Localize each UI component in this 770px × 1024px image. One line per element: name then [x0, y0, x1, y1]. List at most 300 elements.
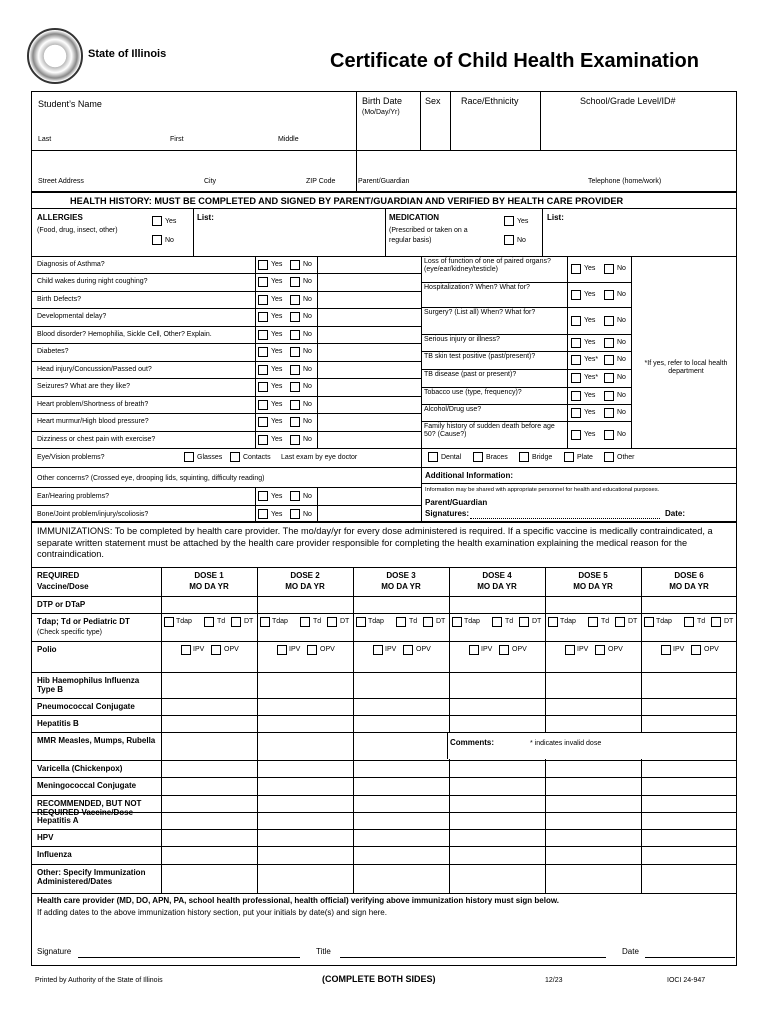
medication-label: MEDICATION [389, 213, 440, 222]
required-label: REQUIRED [37, 571, 80, 580]
history-right-yes-checkbox[interactable] [571, 264, 581, 274]
history-left-no-checkbox[interactable] [290, 400, 300, 410]
history-left-yes-checkbox[interactable] [258, 382, 268, 392]
immun-row-label: Varicella (Chickenpox) [37, 764, 123, 773]
medication-sub1: (Prescribed or taken on a [389, 227, 468, 234]
ear-problems-label: Ear/Hearing problems? [37, 493, 109, 500]
history-yes-label: Yes [271, 348, 283, 356]
history-right-no-checkbox[interactable] [604, 373, 614, 383]
ipv-label: IPV [289, 646, 301, 653]
dt-label: DT [340, 618, 350, 625]
bridge-checkbox[interactable] [519, 452, 529, 462]
history-right-label: Alcohol/Drug use? [424, 406, 482, 413]
row-divider [31, 361, 421, 362]
ipv-checkbox[interactable] [181, 645, 191, 655]
dental-checkbox[interactable] [428, 452, 438, 462]
middle-label: Middle [278, 136, 299, 143]
provider-statement: Health care provider (MD, DO, APN, PA, school health professional, health official) verifying above immunization history must sign below. [37, 896, 560, 905]
ipv-label: IPV [673, 646, 685, 653]
tdap-label: Tdap [368, 618, 384, 625]
allergies-no-checkbox[interactable] [152, 235, 162, 245]
history-date-label: Date: [665, 509, 686, 518]
immun-row-divider [31, 672, 737, 673]
history-right-yes-checkbox[interactable] [571, 408, 581, 418]
tdap-label: Tdap [176, 618, 192, 625]
history-yes-label: Yes [584, 408, 596, 416]
history-no-label: No [303, 278, 312, 286]
immun-row-divider [31, 846, 737, 847]
history-no-label: No [617, 356, 626, 363]
history-yes-label: Yes [271, 365, 283, 373]
history-yes-label: Yes [271, 400, 283, 408]
immun-row-divider [31, 596, 737, 597]
history-left-yes-checkbox[interactable] [258, 435, 268, 445]
history-yes-label: Yes [271, 261, 283, 268]
history-left-label: Birth Defects? [37, 295, 81, 303]
row-divider [421, 387, 631, 388]
row-divider [31, 343, 421, 344]
history-right-no-checkbox[interactable] [604, 408, 614, 418]
race-label: Race/Ethnicity [461, 96, 519, 106]
glasses-checkbox[interactable] [184, 452, 194, 462]
history-left-no-checkbox[interactable] [290, 417, 300, 427]
td-label: Td [409, 618, 418, 625]
tdap-label: Tdap [464, 618, 480, 625]
history-right-label: TB disease (past or present)? [424, 371, 517, 378]
immun-row-divider [31, 641, 737, 642]
immun-row-divider [31, 864, 737, 865]
history-left-no-checkbox[interactable] [290, 365, 300, 375]
complete-both-sides: (COMPLETE BOTH SIDES) [322, 974, 436, 984]
opv-label: OPV [224, 646, 239, 653]
mo-da-yr-label: MO DA YR [573, 582, 613, 591]
immun-row-label: DTP or DTaP [37, 600, 86, 609]
birth-format-label: (Mo/Day/Yr) [362, 109, 400, 116]
history-no-label: No [303, 330, 312, 338]
opv-checkbox[interactable] [595, 645, 605, 655]
opv-checkbox[interactable] [403, 645, 413, 655]
contacts-checkbox[interactable] [230, 452, 240, 462]
row-divider [31, 326, 421, 327]
medication-no-label: No [517, 237, 526, 244]
history-no-label: No [617, 338, 626, 346]
history-left-no-checkbox[interactable] [290, 330, 300, 340]
history-no-label: No [617, 374, 626, 381]
history-right-no-checkbox[interactable] [604, 430, 614, 440]
history-left-no-checkbox[interactable] [290, 435, 300, 445]
history-right-no-checkbox[interactable] [604, 264, 614, 274]
tdap-checkbox[interactable] [452, 617, 462, 627]
dt-checkbox[interactable] [327, 617, 337, 627]
bridge-label: Bridge [532, 454, 553, 461]
row-divider [31, 413, 421, 414]
parent-label: Parent/Guardian [358, 178, 410, 185]
allergies-list-label: List: [197, 213, 214, 222]
ipv-label: IPV [577, 646, 589, 653]
medication-yes-checkbox[interactable] [504, 216, 514, 226]
other-dental-label: Other [617, 454, 635, 461]
ipv-checkbox[interactable] [373, 645, 383, 655]
share-notice: Information may be shared with appropriate personnel for health and educational purposes. [425, 487, 660, 493]
dose-header: DOSE 5 [578, 571, 608, 580]
last-exam-label: Last exam by eye doctor [281, 454, 358, 461]
td-checkbox[interactable] [300, 617, 310, 627]
ipv-label: IPV [481, 646, 493, 653]
history-right-no-checkbox[interactable] [604, 338, 614, 348]
immun-row-label: Hib Haemophilus Influenza Type B [37, 676, 140, 695]
immun-row-label: Polio [37, 645, 57, 654]
opv-label: OPV [320, 646, 335, 653]
history-left-label: Child wakes during night coughing? [37, 278, 148, 286]
check-type-note: (Check specific type) [37, 629, 102, 636]
td-checkbox[interactable] [492, 617, 502, 627]
history-yes-label: Yes [271, 313, 283, 321]
other-concerns-label: Other concerns? (Crossed eye, drooping lids, squinting, difficulty reading) [37, 475, 265, 482]
history-left-label: Developmental delay? [37, 313, 107, 321]
history-yes-label: Yes [271, 418, 283, 426]
tdap-checkbox[interactable] [644, 617, 654, 627]
history-left-label: Blood disorder? Hemophilia, Sickle Cell, Other? Explain. [37, 330, 212, 338]
history-left-label: Diagnosis of Asthma? [37, 261, 105, 268]
ipv-checkbox[interactable] [277, 645, 287, 655]
bone-no-label: No [303, 511, 312, 518]
row-divider [31, 396, 421, 397]
dose-header: DOSE 4 [482, 571, 512, 580]
state-seal-icon [27, 28, 83, 84]
row-divider [421, 334, 631, 335]
history-left-yes-checkbox[interactable] [258, 295, 268, 305]
history-yes-label: Yes* [584, 356, 599, 363]
dt-checkbox[interactable] [615, 617, 625, 627]
history-left-label: Seizures? What are they like? [37, 383, 130, 391]
history-right-label: Hospitalization? When? What for? [424, 284, 530, 291]
mo-da-yr-label: MO DA YR [669, 582, 709, 591]
history-left-label: Head injury/Concussion/Passed out? [37, 365, 152, 373]
medication-no-checkbox[interactable] [504, 235, 514, 245]
history-yes-label: Yes [584, 391, 596, 399]
history-left-label: Dizziness or chest pain with exercise? [37, 435, 156, 443]
form-title: Certificate of Child Health Examination [330, 50, 699, 72]
immun-row-divider [31, 760, 737, 761]
dose-column-divider [641, 567, 642, 893]
tdap-checkbox[interactable] [260, 617, 270, 627]
zip-label: ZIP Code [306, 178, 336, 185]
history-left-no-checkbox[interactable] [290, 277, 300, 287]
history-yes-label: Yes [271, 435, 283, 443]
opv-checkbox[interactable] [211, 645, 221, 655]
history-left-yes-checkbox[interactable] [258, 400, 268, 410]
dt-checkbox[interactable] [519, 617, 529, 627]
history-yes-label: Yes [584, 338, 596, 346]
health-history-heading: HEALTH HISTORY: MUST BE COMPLETED AND SIGNED BY PARENT/GUARDIAN AND VERIFIED BY HEALTH CARE PROVIDER [70, 196, 624, 206]
row-divider [421, 307, 631, 308]
row-divider [421, 282, 631, 283]
dt-label: DT [628, 618, 638, 625]
medication-list-label: List: [547, 213, 564, 222]
history-left-label: Diabetes? [37, 348, 69, 356]
telephone-label: Telephone (home/work) [588, 178, 662, 185]
immun-row-label: RECOMMENDED, BUT NOT REQUIRED Vaccine/Dose [37, 799, 142, 818]
history-right-no-checkbox[interactable] [604, 355, 614, 365]
dose-header: DOSE 3 [386, 571, 416, 580]
immun-row-divider [31, 795, 737, 796]
row-divider [421, 369, 631, 370]
history-yes-label: Yes* [584, 374, 599, 381]
history-no-label: No [303, 348, 312, 356]
tdap-checkbox[interactable] [356, 617, 366, 627]
medication-sub2: regular basis) [389, 237, 432, 244]
td-checkbox[interactable] [588, 617, 598, 627]
history-yes-label: Yes [584, 430, 596, 438]
medication-yes-label: Yes [517, 218, 529, 225]
history-no-label: No [617, 430, 626, 438]
tdap-label: Tdap [560, 618, 576, 625]
history-right-yes-checkbox[interactable] [571, 373, 581, 383]
history-right-no-checkbox[interactable] [604, 391, 614, 401]
dt-checkbox[interactable] [423, 617, 433, 627]
comments-label: Comments: [450, 738, 495, 747]
history-left-no-checkbox[interactable] [290, 312, 300, 322]
tdap-label: Tdap [272, 618, 288, 625]
history-no-label: No [303, 295, 312, 303]
td-label: Td [505, 618, 514, 625]
mo-da-yr-label: MO DA YR [477, 582, 517, 591]
dt-label: DT [532, 618, 542, 625]
eye-problems-label: Eye/Vision problems? [37, 454, 105, 461]
td-checkbox[interactable] [684, 617, 694, 627]
braces-checkbox[interactable] [473, 452, 483, 462]
glasses-label: Glasses [197, 454, 223, 461]
history-right-label: Tobacco use (type, frequency)? [424, 389, 522, 396]
history-left-no-checkbox[interactable] [290, 347, 300, 357]
invalid-dose-note: * indicates invalid dose [530, 740, 602, 747]
opv-label: OPV [512, 646, 527, 653]
ipv-label: IPV [193, 646, 205, 653]
tb-note: *If yes, refer to local health department [644, 360, 728, 375]
school-label: School/Grade Level/ID# [580, 96, 676, 106]
opv-label: OPV [416, 646, 431, 653]
dt-label: DT [724, 618, 734, 625]
first-label: First [170, 136, 184, 143]
history-no-label: No [303, 435, 312, 443]
printed-by: Printed by Authority of the State of Illinois [35, 977, 163, 984]
row-divider [31, 291, 421, 292]
bone-no-checkbox[interactable] [290, 509, 300, 519]
birth-date-label: Birth Date [362, 96, 403, 106]
history-no-label: No [617, 408, 626, 416]
history-no-label: No [303, 400, 312, 408]
contacts-label: Contacts [243, 454, 271, 461]
history-left-yes-checkbox[interactable] [258, 277, 268, 287]
dt-checkbox[interactable] [711, 617, 721, 627]
history-no-label: No [303, 383, 312, 391]
opv-label: OPV [704, 646, 719, 653]
signatures-label: Signatures: [425, 509, 470, 518]
plate-checkbox[interactable] [564, 452, 574, 462]
row-divider [421, 421, 631, 422]
history-yes-label: Yes [584, 290, 596, 298]
history-yes-label: Yes [271, 383, 283, 391]
history-right-yes-checkbox[interactable] [571, 290, 581, 300]
history-right-yes-checkbox[interactable] [571, 430, 581, 440]
dose-column-divider [353, 567, 354, 893]
sex-label: Sex [425, 96, 441, 106]
history-right-yes-checkbox[interactable] [571, 391, 581, 401]
dose-header: DOSE 1 [194, 571, 224, 580]
form-code: IOCI 24-947 [667, 977, 706, 984]
history-left-label: Heart murmur/High blood pressure? [37, 418, 149, 426]
immun-row-divider [31, 812, 737, 813]
history-left-yes-checkbox[interactable] [258, 365, 268, 375]
history-left-no-checkbox[interactable] [290, 382, 300, 392]
ipv-checkbox[interactable] [661, 645, 671, 655]
ear-yes-checkbox[interactable] [258, 491, 268, 501]
immun-row-label: Pneumococcal Conjugate [37, 702, 135, 711]
immun-row-divider [31, 715, 737, 716]
dose-header: DOSE 6 [674, 571, 704, 580]
history-yes-label: Yes [271, 330, 283, 338]
immunization-heading: IMMUNIZATIONS: To be completed by health care provider. The mo/day/yr for every dose administered is required. If a specific vaccine is medically contraindicated, a separate written statement must be attached by the health care provider responsible for completing the health examination explaining the medical reason for the contraindication. [37, 526, 713, 559]
row-divider [31, 273, 421, 274]
bone-yes-label: Yes [271, 511, 283, 518]
dose-column-divider [449, 567, 450, 893]
street-label: Street Address [38, 178, 84, 185]
additional-info-label: Additional Information: [425, 471, 513, 480]
allergies-sub: (Food, drug, insect, other) [37, 227, 118, 234]
tdap-label: Tdap [656, 618, 672, 625]
history-right-label: Loss of function of one of paired organs? (eye/ear/kidney/testicle) [424, 258, 551, 273]
immun-row-divider [31, 777, 737, 778]
history-no-label: No [617, 316, 626, 324]
opv-checkbox[interactable] [307, 645, 317, 655]
revision-date: 12/23 [545, 977, 563, 984]
allergies-yes-label: Yes [165, 218, 177, 225]
history-no-label: No [303, 313, 312, 321]
ipv-checkbox[interactable] [469, 645, 479, 655]
history-yes-label: Yes [584, 265, 596, 272]
history-left-no-checkbox[interactable] [290, 260, 300, 270]
history-left-yes-checkbox[interactable] [258, 417, 268, 427]
immun-row-label: Tdap; Td or Pediatric DT [37, 617, 130, 626]
history-no-label: No [617, 290, 626, 298]
history-yes-label: Yes [584, 316, 596, 324]
td-checkbox[interactable] [204, 617, 214, 627]
immun-row-label: Other: Specify Immunization Administered/Dates [37, 868, 146, 887]
history-no-label: No [303, 418, 312, 426]
history-left-label: Heart problem/Shortness of breath? [37, 400, 149, 408]
history-left-yes-checkbox[interactable] [258, 260, 268, 270]
td-label: Td [217, 618, 226, 625]
ipv-label: IPV [385, 646, 397, 653]
row-divider [31, 431, 421, 432]
history-no-label: No [617, 265, 626, 272]
student-name-label: Student’s Name [38, 99, 102, 109]
history-no-label: No [303, 365, 312, 373]
td-label: Td [313, 618, 322, 625]
dt-label: DT [436, 618, 446, 625]
history-right-yes-checkbox[interactable] [571, 338, 581, 348]
row-divider [421, 404, 631, 405]
history-yes-label: Yes [271, 295, 283, 303]
history-no-label: No [303, 261, 312, 268]
immun-row-divider [31, 698, 737, 699]
mo-da-yr-label: MO DA YR [189, 582, 229, 591]
parent-guardian-label: Parent/Guardian [425, 498, 488, 507]
signature-label: Signature [37, 947, 72, 956]
immun-row-label: HPV [37, 833, 54, 842]
plate-label: Plate [577, 454, 593, 461]
initials-statement: If adding dates to the above immunization history section, put your initials by date(s) and sign here. [37, 908, 387, 917]
tdap-checkbox[interactable] [548, 617, 558, 627]
td-label: Td [697, 618, 706, 625]
history-right-label: Family history of sudden death before age 50? (Cause?) [424, 423, 555, 438]
immun-row-label: MMR Measles, Mumps, Rubella [37, 736, 156, 745]
history-left-yes-checkbox[interactable] [258, 347, 268, 357]
allergies-label: ALLERGIES [37, 213, 83, 222]
allergies-no-label: No [165, 237, 174, 244]
history-right-yes-checkbox[interactable] [571, 355, 581, 365]
td-label: Td [601, 618, 610, 625]
opv-checkbox[interactable] [691, 645, 701, 655]
row-divider [31, 378, 421, 379]
history-no-label: No [617, 391, 626, 399]
bone-problems-label: Bone/Joint problem/injury/scoliosis? [37, 511, 149, 518]
history-right-no-checkbox[interactable] [604, 290, 614, 300]
immun-row-label: Hepatitis B [37, 719, 79, 728]
tdap-checkbox[interactable] [164, 617, 174, 627]
other-dental-checkbox[interactable] [604, 452, 614, 462]
bone-yes-checkbox[interactable] [258, 509, 268, 519]
last-label: Last [38, 136, 52, 143]
ipv-checkbox[interactable] [565, 645, 575, 655]
opv-label: OPV [608, 646, 623, 653]
td-checkbox[interactable] [396, 617, 406, 627]
immun-row-label: Meningococcal Conjugate [37, 781, 137, 790]
city-label: City [204, 178, 217, 185]
history-right-label: Serious injury or illness? [424, 336, 500, 343]
history-right-yes-checkbox[interactable] [571, 316, 581, 326]
immun-row-label: Hepatitis A [37, 816, 79, 825]
dt-checkbox[interactable] [231, 617, 241, 627]
mo-da-yr-label: MO DA YR [381, 582, 421, 591]
ear-no-label: No [303, 493, 312, 500]
dose-column-divider [545, 567, 546, 893]
dose-column-divider [257, 567, 258, 893]
row-divider [421, 351, 631, 352]
row-divider [31, 308, 421, 309]
braces-label: Braces [486, 454, 508, 461]
history-right-label: Surgery? (List all) When? What for? [424, 309, 536, 316]
history-left-yes-checkbox[interactable] [258, 330, 268, 340]
allergies-yes-checkbox[interactable] [152, 216, 162, 226]
history-yes-label: Yes [271, 278, 283, 286]
title-label: Title [316, 947, 331, 956]
immun-row-label: Influenza [37, 850, 72, 859]
immun-row-divider [31, 613, 737, 614]
ear-no-checkbox[interactable] [290, 491, 300, 501]
history-left-no-checkbox[interactable] [290, 295, 300, 305]
history-right-no-checkbox[interactable] [604, 316, 614, 326]
immun-bottom-divider [31, 893, 737, 894]
dose-header: DOSE 2 [290, 571, 320, 580]
vaccine-dose-label: Vaccine/Dose [37, 582, 89, 591]
history-left-yes-checkbox[interactable] [258, 312, 268, 322]
ear-yes-label: Yes [271, 493, 283, 500]
history-right-label: TB skin test positive (past/present)? [424, 353, 536, 360]
opv-checkbox[interactable] [499, 645, 509, 655]
signature-date-label: Date [622, 947, 639, 956]
state-name: State of Illinois [88, 48, 167, 60]
